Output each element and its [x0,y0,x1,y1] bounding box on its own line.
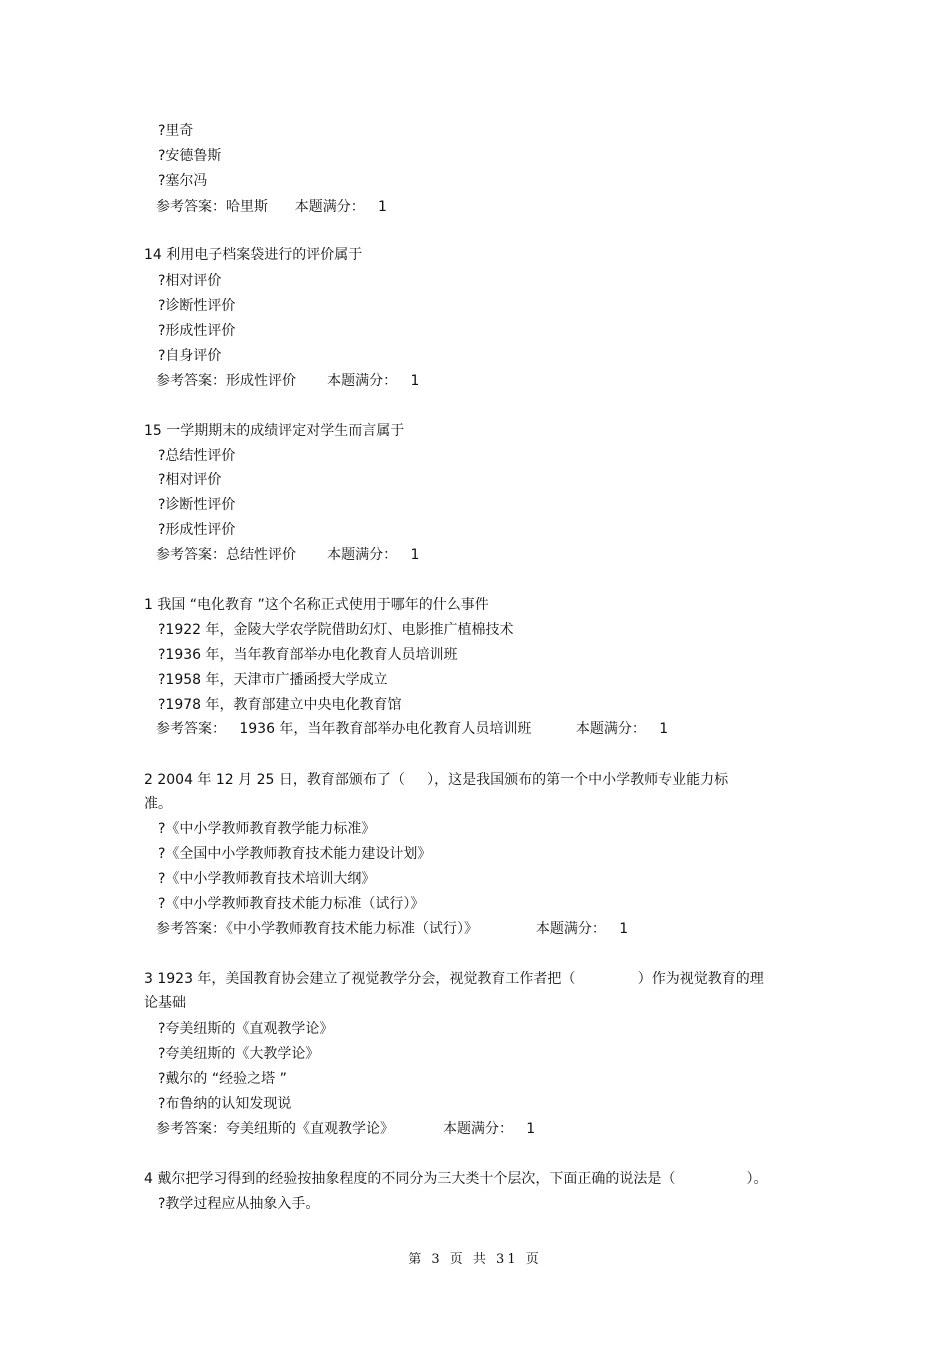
q3-option-2: ?夸美纽斯的《大教学论》 [158,1046,320,1062]
q3-option-1: ?夸美纽斯的《直观教学论》 [158,1021,334,1037]
q2-option-2: ?《全国中小学教师教育技术能力建设计划》 [158,846,432,862]
page-footer: 第 3 页 共 31 页 [408,1252,542,1267]
q1-question: 1 我国 “电化教育 ”这个名称正式使用于哪年的什么事件 [144,597,489,613]
q2-option-1: ?《中小学教师教育教学能力标准》 [158,821,376,837]
q13-option-3: ?塞尔冯 [158,173,208,189]
q4-option-1: ?教学过程应从抽象入手。 [158,1196,320,1212]
q1-option-4: ?1978 年，教育部建立中央电化教育馆 [158,697,402,713]
q1-option-2: ?1936 年，当年教育部举办电化教育人员培训班 [158,647,458,663]
q3-question-line2: 论基础 [144,995,186,1011]
q3-option-3: ?戴尔的 “经验之塔 ” [158,1071,287,1087]
q14-option-3: ?形成性评价 [158,323,236,339]
q2-option-3: ?《中小学教师教育技术培训大纲》 [158,871,376,887]
q13-answer: 参考答案：哈里斯 本题满分： 1 [156,199,387,215]
q15-option-2: ?相对评价 [158,472,222,488]
q1-option-1: ?1922 年，金陵大学农学院借助幻灯、电影推广植棉技术 [158,622,514,638]
q14-option-1: ?相对评价 [158,273,222,289]
q15-option-1: ?总结性评价 [158,448,236,464]
q14-question: 14 利用电子档案袋进行的评价属于 [144,247,363,263]
q3-answer: 参考答案：夸美纽斯的《直观教学论》 本题满分： 1 [156,1121,536,1137]
q3-question-line1: 3 1923 年，美国教育协会建立了视觉教学分会，视觉教育工作者把（ ）作为视觉教育的理 [144,971,764,987]
q2-answer: 参考答案：《中小学教师教育技术能力标准（试行）》 本题满分： 1 [156,921,629,937]
q15-option-4: ?形成性评价 [158,522,236,538]
q2-question-line1: 2 2004 年 12 月 25 日，教育部颁布了（ ），这是我国颁布的第一个中小学教师专业能力标 [144,772,729,788]
q13-option-1: ?里奇 [158,123,194,139]
q13-option-2: ?安德鲁斯 [158,148,222,164]
q2-question-line2: 准。 [144,796,172,812]
q15-question: 15 一学期期末的成绩评定对学生而言属于 [144,423,405,439]
q14-option-4: ?自身评价 [158,348,222,364]
q15-option-3: ?诊断性评价 [158,497,236,513]
q14-option-2: ?诊断性评价 [158,298,236,314]
q3-option-4: ?布鲁纳的认知发现说 [158,1096,292,1112]
q14-answer: 参考答案：形成性评价 本题满分： 1 [156,373,420,389]
q15-answer: 参考答案：总结性评价 本题满分： 1 [156,547,420,563]
q2-option-4: ?《中小学教师教育技术能力标准（试行）》 [158,896,425,912]
q4-question: 4 戴尔把学习得到的经验按抽象程度的不同分为三大类十个层次，下面正确的说法是（ ）。 [144,1171,768,1187]
q1-option-3: ?1958 年，天津市广播函授大学成立 [158,672,388,688]
q1-answer: 参考答案： 1936 年，当年教育部举办电化教育人员培训班 本题满分： 1 [156,721,669,737]
